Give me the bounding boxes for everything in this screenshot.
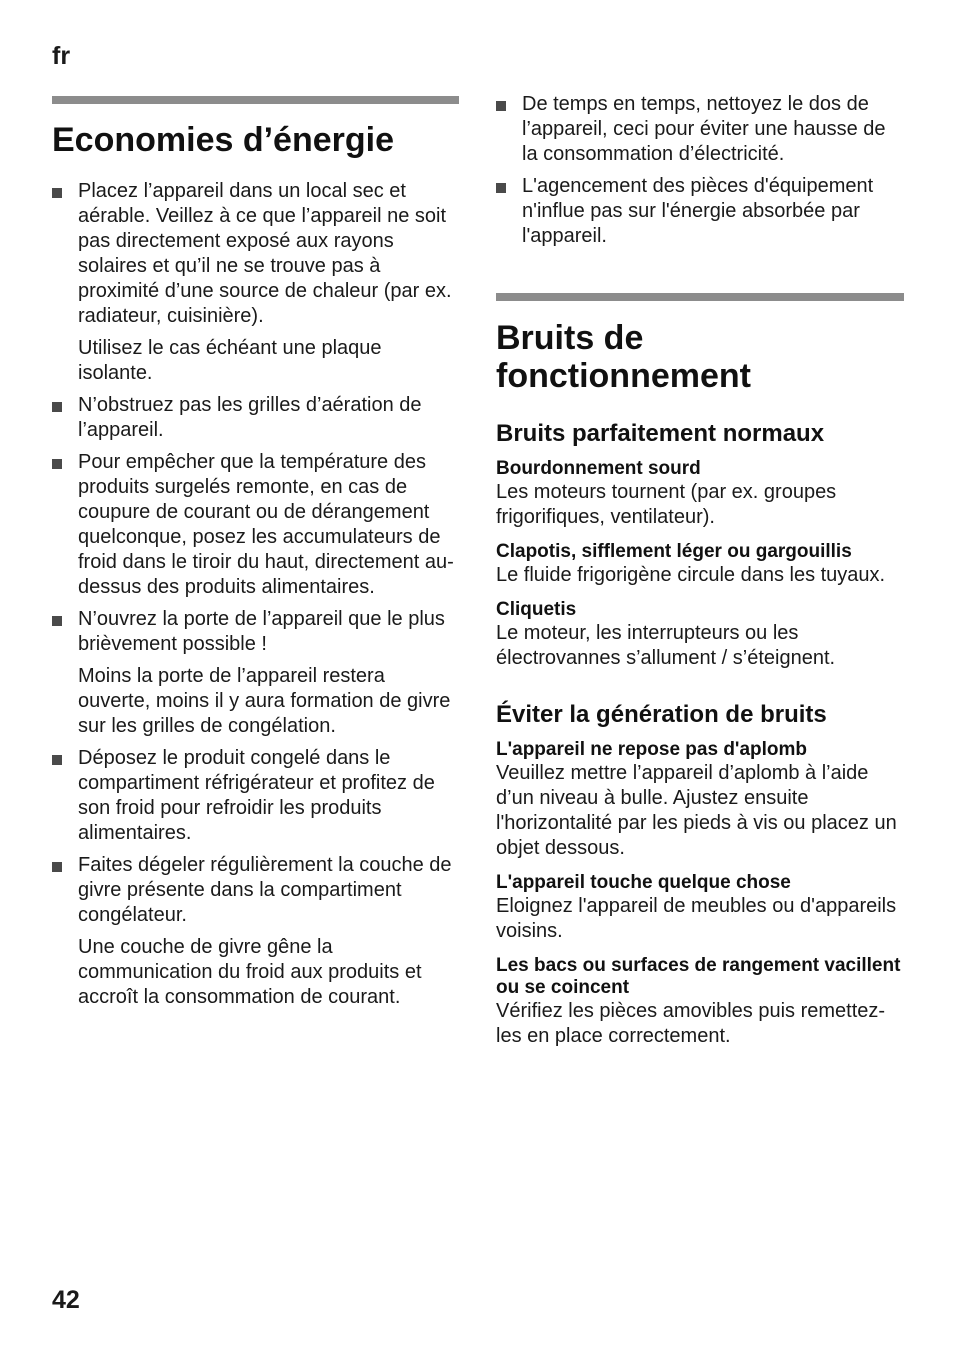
bullet-square-icon bbox=[52, 402, 62, 412]
energy-title: Economies d’énergie bbox=[52, 121, 394, 159]
bullet-subtext: Moins la porte de l’appareil restera ouverte, moins il y aura formation de givre sur les grilles de congélation. bbox=[78, 665, 451, 737]
noise-item bbox=[496, 739, 904, 861]
bullet-square-icon bbox=[52, 616, 62, 626]
noise-label: Bourdonnement sourd bbox=[496, 458, 701, 479]
bullet-subtext: Une couche de givre gêne la communication du froid aux produits et accroît la consommation de courant. bbox=[78, 936, 422, 1008]
language-tag: fr bbox=[52, 42, 71, 70]
page-number: 42 bbox=[52, 1286, 80, 1314]
list-item bbox=[496, 174, 904, 249]
bullet-text: Déposez le produit congelé dans le compartiment réfrigérateur et profitez de son froid pour refroidir les produits alimentaires. bbox=[78, 747, 435, 844]
list-item bbox=[52, 746, 459, 846]
avoid-noises-heading: Éviter la génération de bruits bbox=[496, 701, 827, 728]
bullet-text: N’ouvrez la porte de l’appareil que le plus brièvement possible ! bbox=[78, 608, 445, 655]
bullet-text: Pour empêcher que la température des produits surgelés remonte, en cas de coupure de courant ou de dérangement quelconque, posez les accumulateurs de froid dans le tiroir du haut, directement au-dessus des produits alimentaires. bbox=[78, 451, 454, 598]
noise-description: Le moteur, les interrupteurs ou les électrovannes s’allument / s’éteignent. bbox=[496, 622, 836, 669]
list-item bbox=[52, 179, 459, 386]
bullet-square-icon bbox=[52, 188, 62, 198]
noise-item bbox=[496, 955, 904, 1049]
noise-item bbox=[496, 872, 904, 944]
bullet-text: L'agencement des pièces d'équipement n'influe pas sur l'énergie absorbée par l'appareil. bbox=[522, 175, 874, 247]
noise-section bbox=[496, 293, 904, 1049]
list-item bbox=[52, 393, 459, 443]
noise-description: Le fluide frigorigène circule dans les tuyaux. bbox=[496, 564, 886, 586]
bullet-text: Faites dégeler régulièrement la couche de givre présente dans la compartiment congélateur. bbox=[78, 854, 452, 926]
energy-bullet-list bbox=[52, 179, 459, 1010]
noise-description: Les moteurs tournent (par ex. groupes frigorifiques, ventilateur). bbox=[496, 481, 837, 528]
noise-label: L'appareil ne repose pas d'aplomb bbox=[496, 739, 808, 760]
left-column bbox=[52, 96, 459, 1017]
noise-description: Veuillez mettre l’appareil d’aplomb à l’aide d’un niveau à bulle. Ajustez ensuite l'horizontalité par les pieds à vis ou placez un objet dessous. bbox=[496, 762, 897, 859]
list-item bbox=[52, 853, 459, 1010]
list-item bbox=[52, 607, 459, 739]
section-rule bbox=[496, 293, 904, 301]
bullet-square-icon bbox=[496, 183, 506, 193]
noise-description: Vérifiez les pièces amovibles puis remettez-les en place correctement. bbox=[496, 1000, 886, 1047]
bullet-square-icon bbox=[496, 101, 506, 111]
list-item bbox=[496, 92, 904, 167]
noise-label: L'appareil touche quelque chose bbox=[496, 872, 791, 893]
energy-bullet-list-continued bbox=[496, 92, 904, 249]
normal-noises-heading: Bruits parfaitement normaux bbox=[496, 420, 825, 447]
list-item bbox=[52, 450, 459, 600]
bullet-text: Placez l’appareil dans un local sec et aérable. Veillez à ce que l’appareil ne soit pas directement exposé aux rayons solaires et qu’il ne se trouve pas à proximité d’une source de chaleur (par ex. radiateur, cuisinière). bbox=[78, 180, 452, 327]
noise-item bbox=[496, 541, 904, 588]
bullet-text: N’obstruez pas les grilles d’aération de l’appareil. bbox=[78, 394, 422, 441]
noise-title: Bruits de fonctionnement bbox=[496, 319, 751, 395]
noise-item bbox=[496, 599, 904, 671]
bullet-text: De temps en temps, nettoyez le dos de l’appareil, ceci pour éviter une hausse de la consommation d’électricité. bbox=[522, 93, 886, 165]
noise-label: Cliquetis bbox=[496, 599, 577, 620]
bullet-square-icon bbox=[52, 459, 62, 469]
bullet-subtext: Utilisez le cas échéant une plaque isolante. bbox=[78, 337, 382, 384]
section-rule bbox=[52, 96, 459, 104]
noise-label: Les bacs ou surfaces de rangement vacillent ou se coincent bbox=[496, 955, 901, 998]
noise-label: Clapotis, sifflement léger ou gargouillis bbox=[496, 541, 852, 562]
noise-description: Eloignez l'appareil de meubles ou d'appareils voisins. bbox=[496, 895, 897, 942]
bullet-square-icon bbox=[52, 862, 62, 872]
bullet-square-icon bbox=[52, 755, 62, 765]
noise-item bbox=[496, 458, 904, 530]
right-column bbox=[496, 92, 904, 1049]
